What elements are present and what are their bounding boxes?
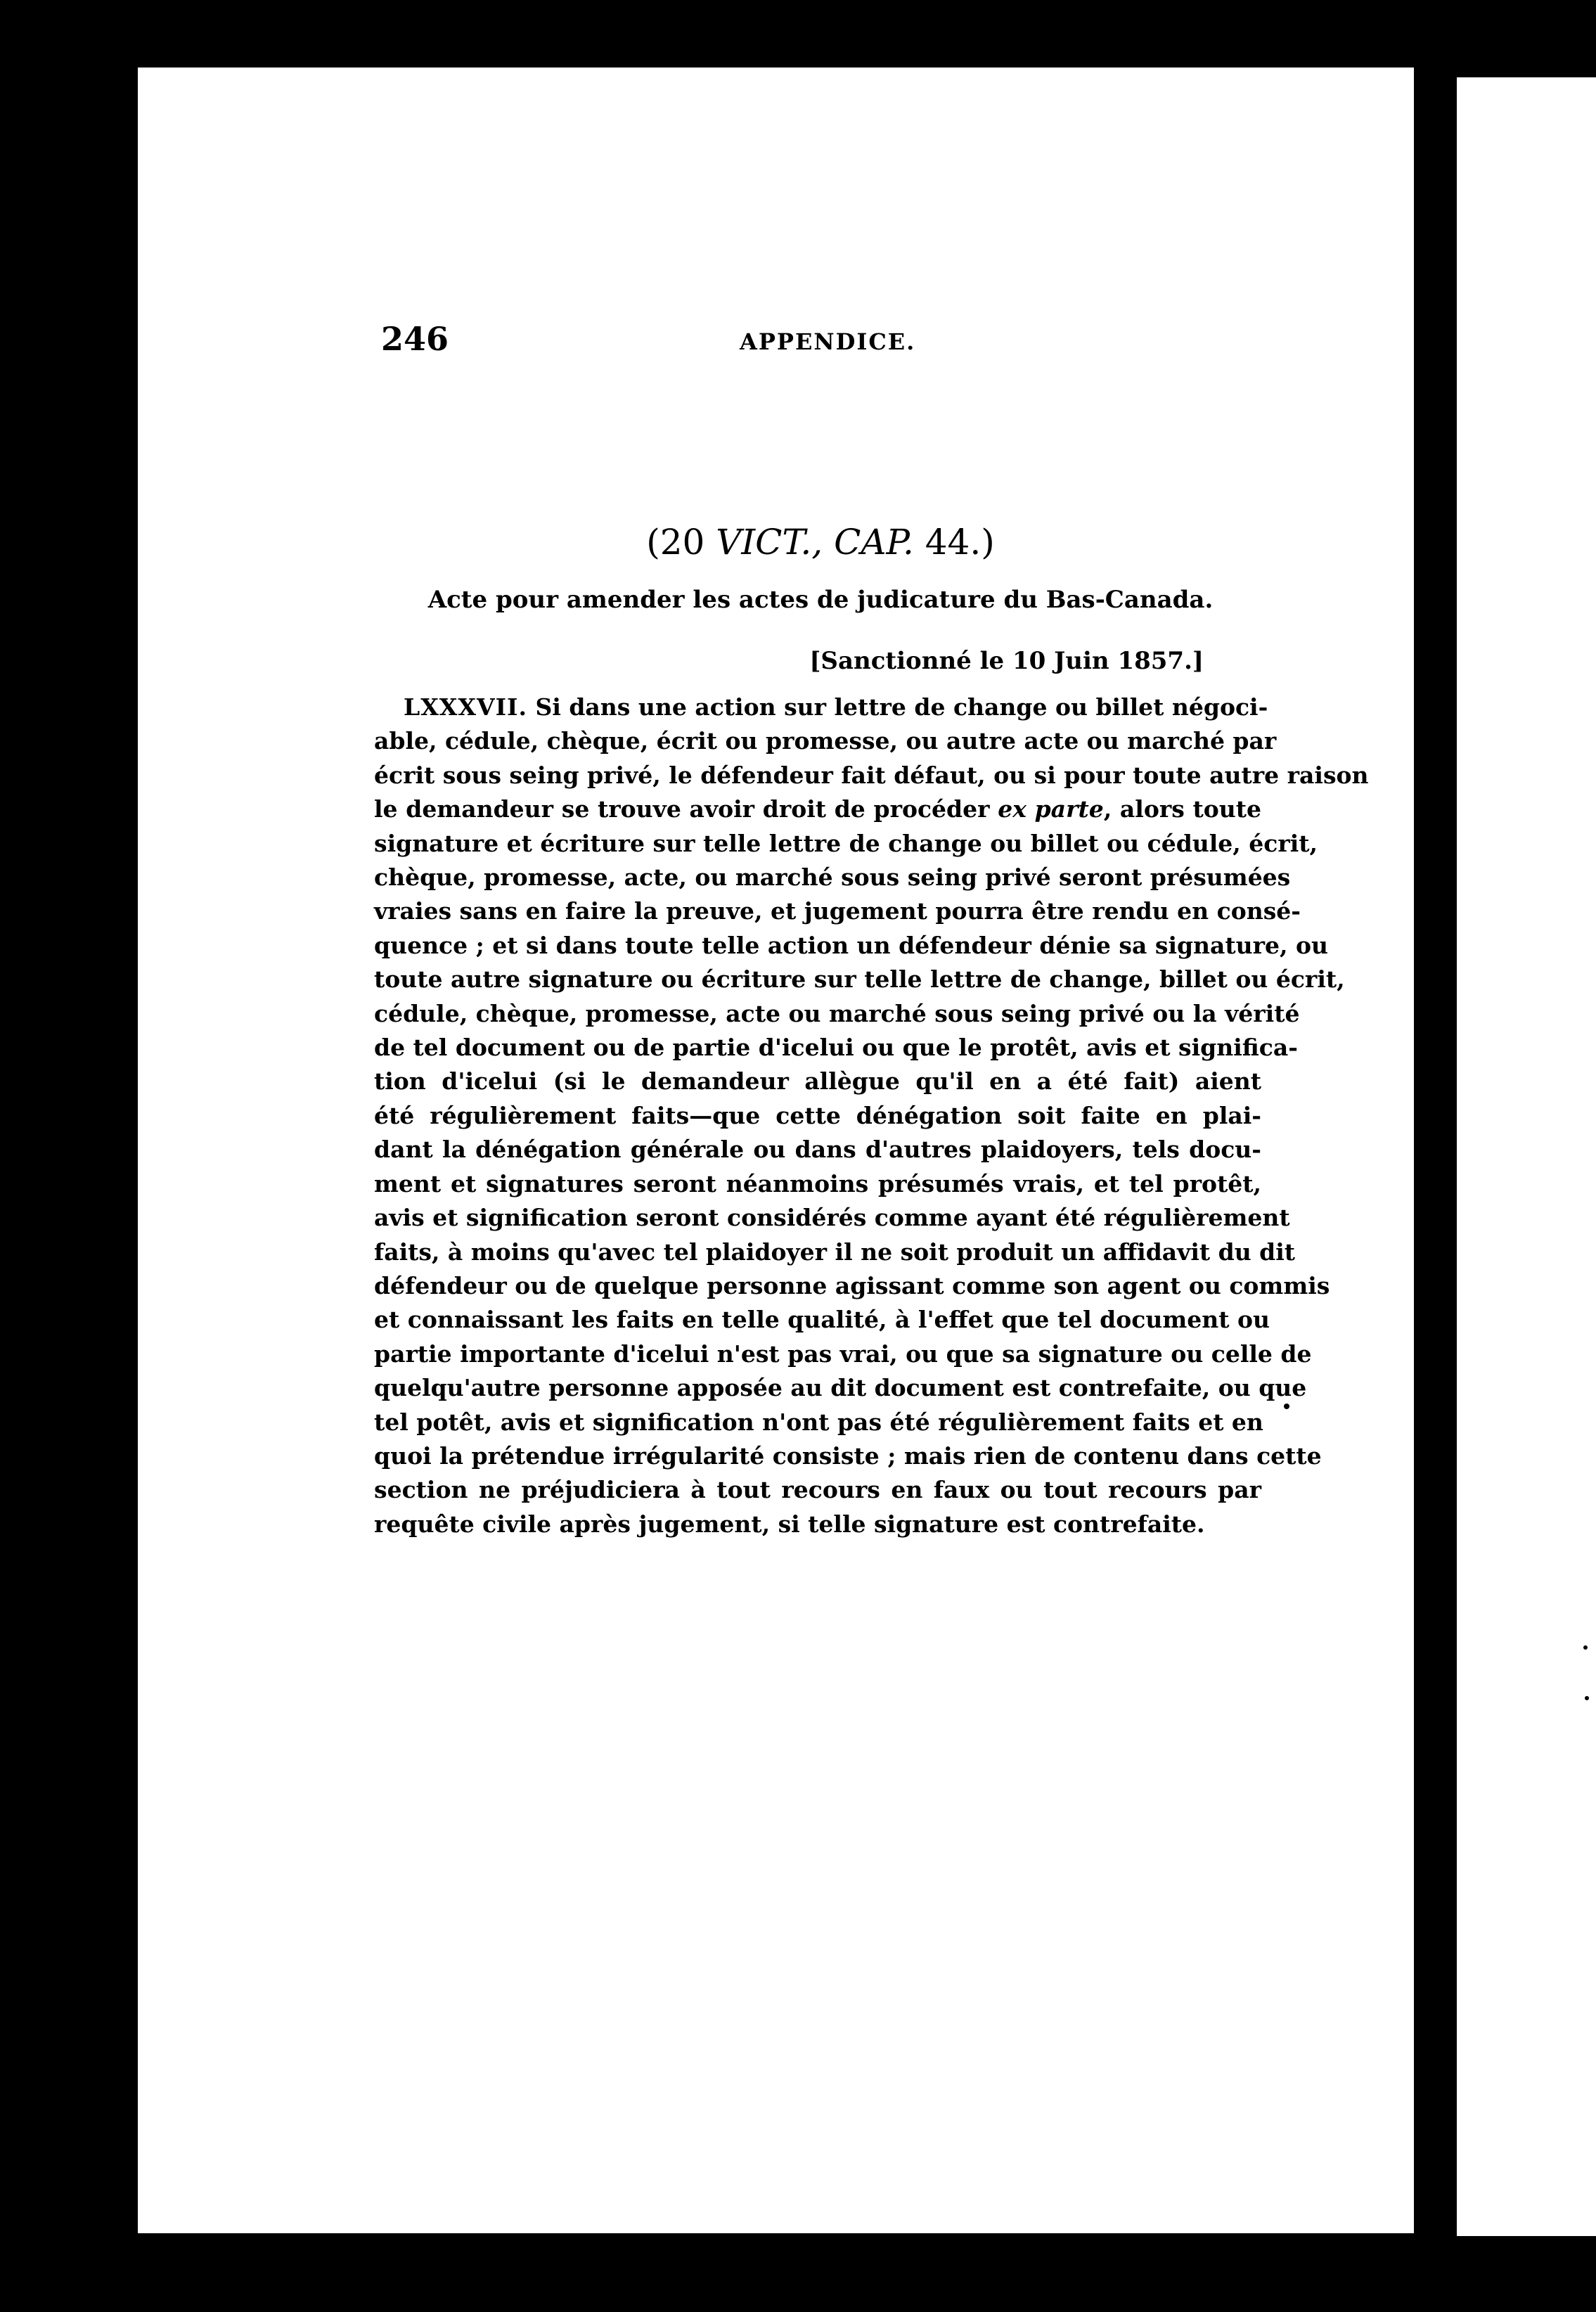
text-line: faits, à moins qu'avec tel plaidoyer il ne soit produit un affidavit du dit bbox=[374, 1238, 1296, 1266]
text-line-content: le demandeur se trouve avoir droit de procéder bbox=[374, 795, 990, 823]
act-title-chapter: VICT., CAP. bbox=[716, 522, 914, 563]
text-line: signature et écriture sur telle lettre de change ou billet ou cédule, écrit, bbox=[374, 829, 1318, 857]
text-line: quence ; et si dans toute telle action un défendeur dénie sa signature, ou bbox=[374, 931, 1329, 959]
text-line-content: Si dans une action sur lettre de change ou billet négoci- bbox=[535, 693, 1268, 721]
text-line: able, cédule, chèque, écrit ou promesse, ou autre acte ou marché par bbox=[374, 727, 1277, 755]
text-line: chèque, promesse, acte, ou marché sous seing privé seront présumées bbox=[374, 863, 1291, 892]
ink-speck bbox=[1585, 1696, 1589, 1700]
text-line: tel potêt, avis et signification n'ont pas été régulièrement faits et en bbox=[374, 1408, 1263, 1436]
text-line bbox=[374, 691, 1268, 724]
ink-speck bbox=[1583, 1645, 1588, 1650]
act-title-open: (20 bbox=[646, 522, 716, 563]
section-body bbox=[374, 691, 1369, 1541]
ink-speck bbox=[1284, 1404, 1289, 1409]
text-line: de tel document ou de partie d'icelui ou que le protêt, avis et significa- bbox=[374, 1034, 1298, 1062]
page-number: 246 bbox=[381, 320, 449, 358]
text-line: quelqu'autre personne apposée au dit document est contrefaite, ou que bbox=[374, 1374, 1307, 1402]
text-line: quoi la prétendue irrégularité consiste ; mais rien de contenu dans cette bbox=[374, 1441, 1322, 1470]
section-number: LXXXVII. bbox=[404, 693, 527, 721]
text-line: requête civile après jugement, si telle signature est contrefaite. bbox=[374, 1510, 1205, 1538]
text-line: écrit sous seing privé, le défendeur fait défaut, ou si pour toute autre raison bbox=[374, 761, 1369, 789]
text-line bbox=[374, 792, 1261, 826]
act-title bbox=[381, 522, 1260, 563]
running-head: APPENDICE. bbox=[740, 328, 916, 355]
text-line: dant la dénégation générale ou dans d'autres plaidoyers, tels docu- bbox=[374, 1136, 1261, 1164]
text-line: partie importante d'icelui n'est pas vrai, ou que sa signature ou celle de bbox=[374, 1340, 1312, 1368]
text-line: avis et signification seront considérés comme ayant été régulièrement bbox=[374, 1204, 1290, 1232]
act-title-close: 44.) bbox=[913, 522, 995, 563]
text-line: vraies sans en faire la preuve, et jugement pourra être rendu en consé- bbox=[374, 897, 1301, 925]
text-line: section ne préjudiciera à tout recours en faux ou tout recours par bbox=[374, 1476, 1261, 1504]
text-line: été régulièrement faits—que cette dénégation soit faite en plai- bbox=[374, 1101, 1261, 1129]
text-line: et connaissant les faits en telle qualité, à l'effet que tel document ou bbox=[374, 1306, 1270, 1334]
facing-page-edge bbox=[1457, 77, 1596, 2236]
text-line: cédule, chèque, promesse, acte ou marché sous seing privé ou la vérité bbox=[374, 999, 1300, 1027]
text-line: défendeur ou de quelque personne agissant comme son agent ou commis bbox=[374, 1271, 1330, 1299]
latin-phrase: ex parte bbox=[998, 795, 1104, 823]
page-header bbox=[381, 320, 1260, 362]
act-subtitle: Acte pour amender les actes de judicature du Bas-Canada. bbox=[427, 586, 1214, 614]
text-line-content: , alors toute bbox=[1103, 795, 1261, 823]
text-line: tion d'icelui (si le demandeur allègue qu'il en a été fait) aient bbox=[374, 1067, 1261, 1096]
text-line: ment et signatures seront néanmoins présumés vrais, et tel protêt, bbox=[374, 1169, 1261, 1197]
text-line: toute autre signature ou écriture sur telle lettre de change, billet ou écrit, bbox=[374, 965, 1345, 994]
sanction-date: [Sanctionné le 10 Juin 1857.] bbox=[809, 647, 1204, 675]
